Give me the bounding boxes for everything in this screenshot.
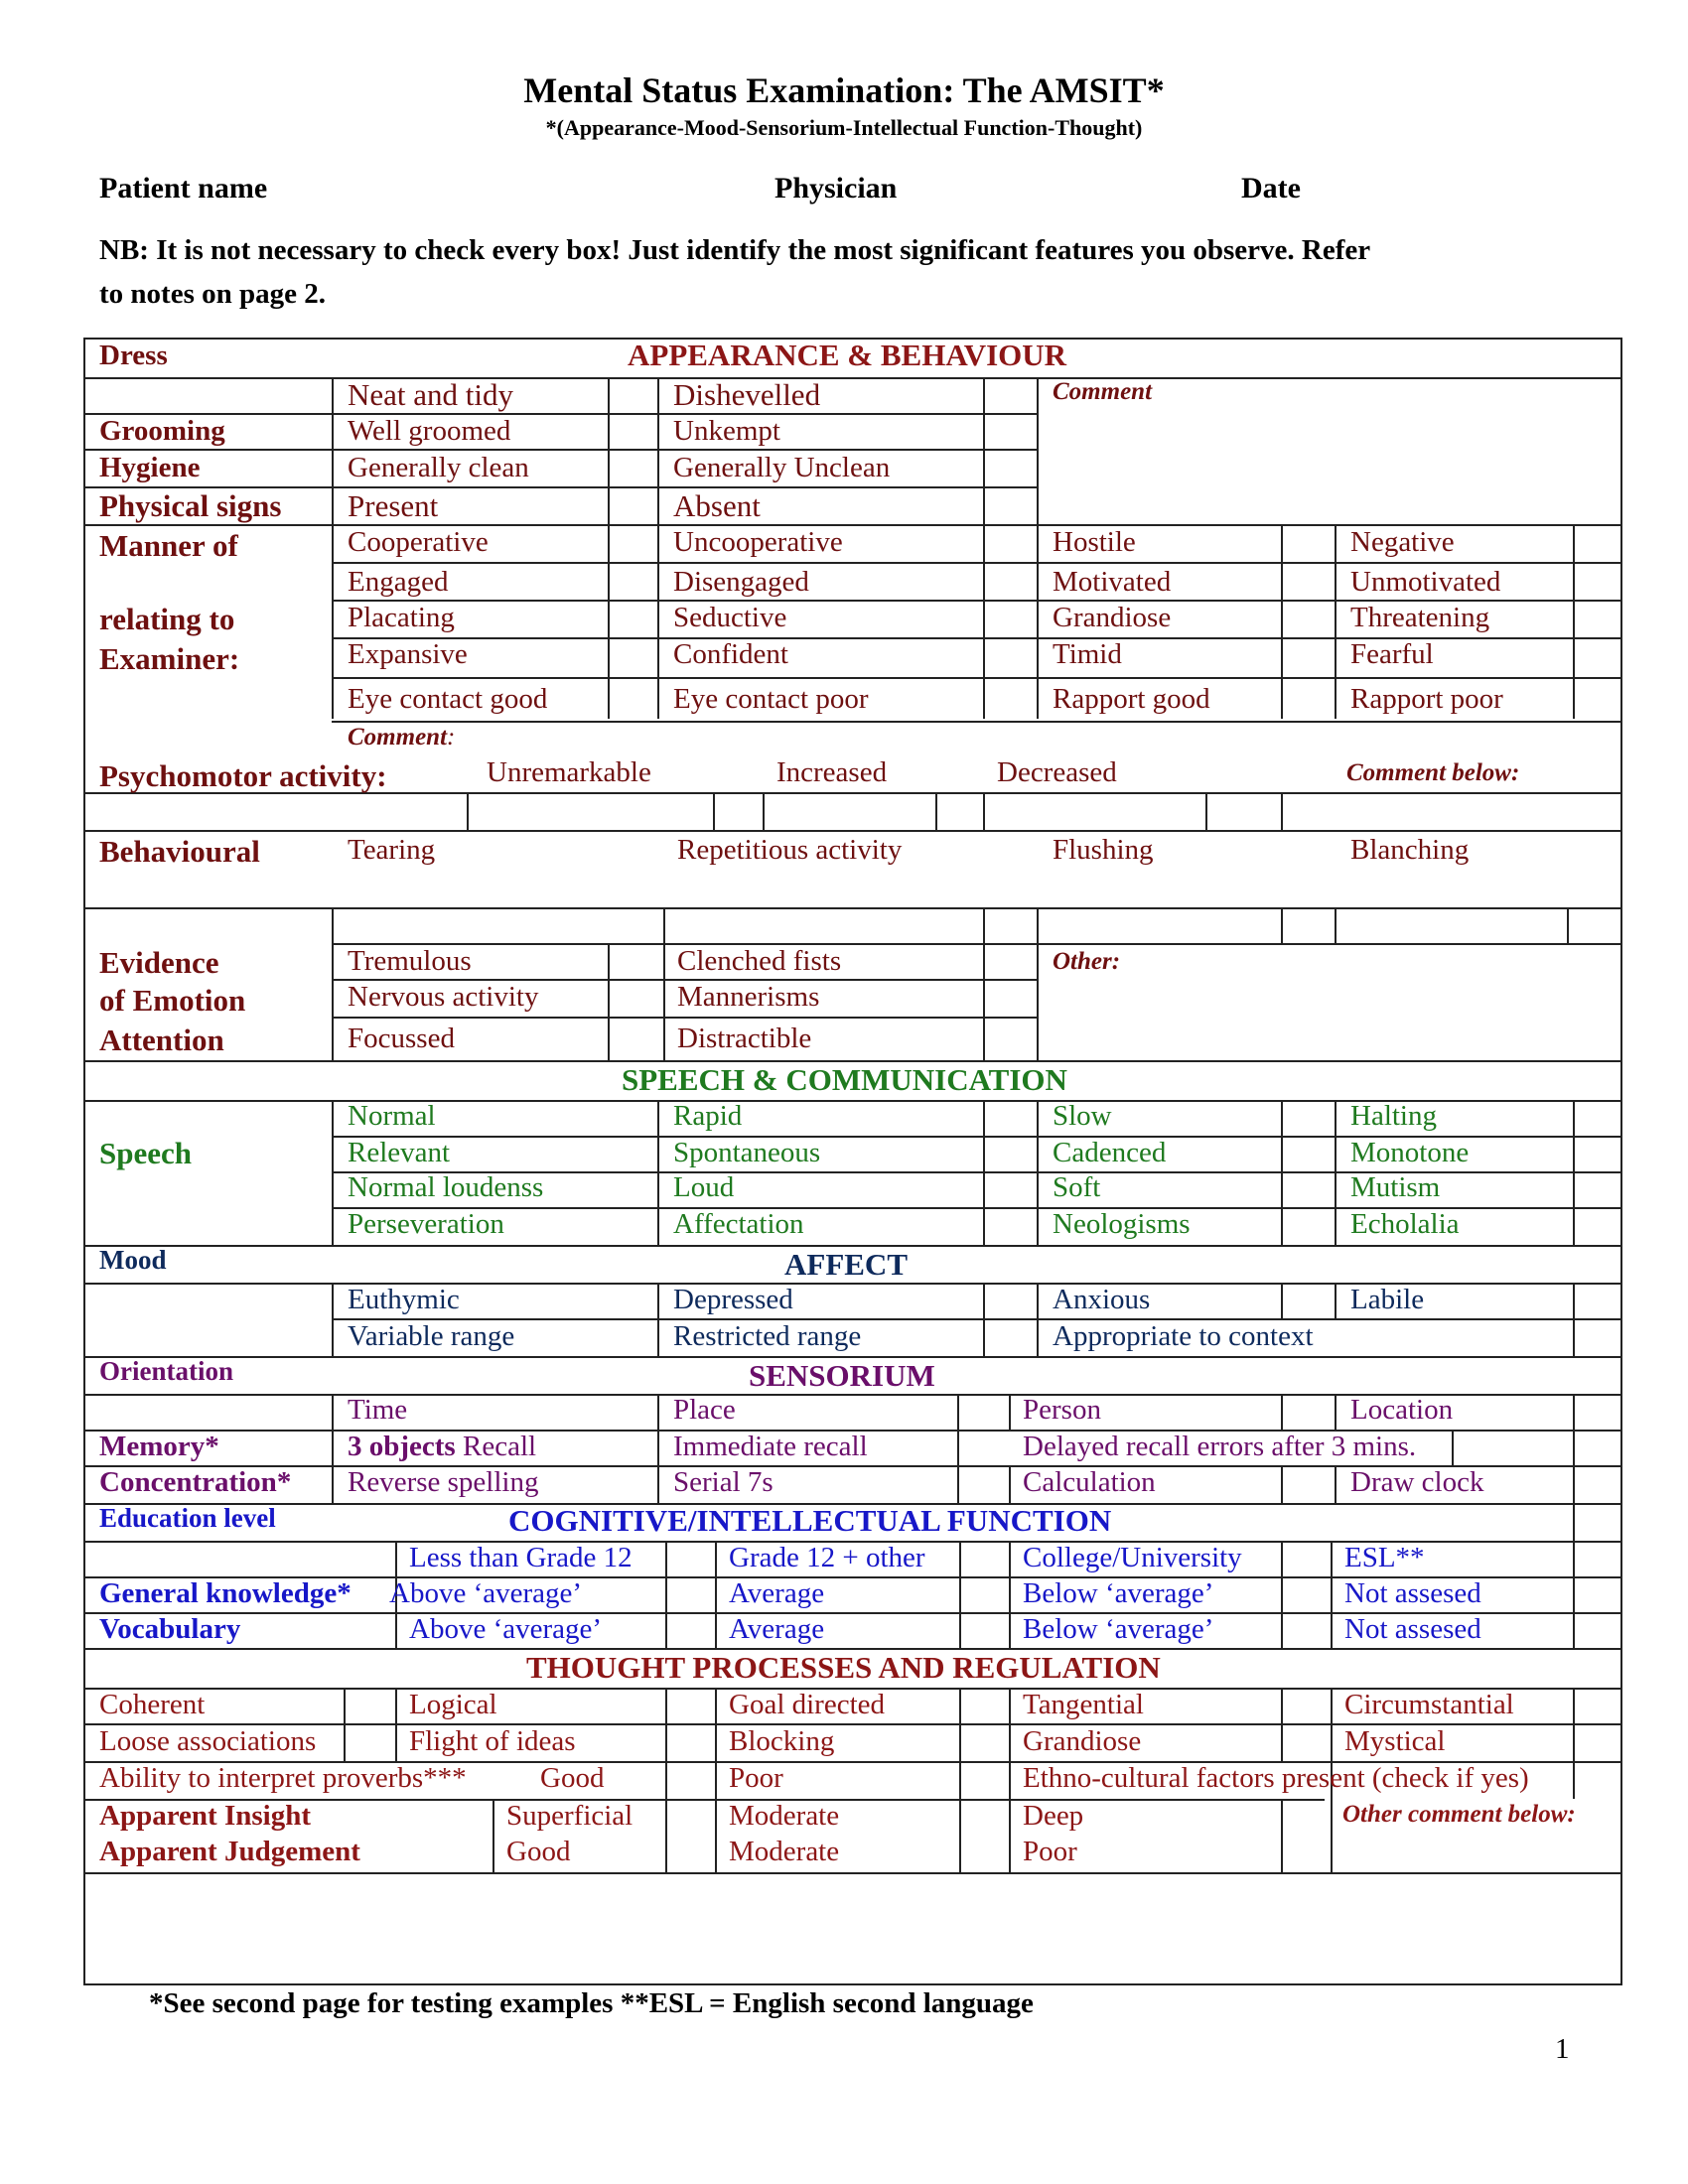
col-divider <box>1009 1394 1011 1430</box>
option-gk-average[interactable]: Average <box>729 1577 825 1609</box>
option-present[interactable]: Present <box>348 488 439 523</box>
col-divider <box>492 1799 494 1872</box>
col-divider <box>657 377 659 719</box>
col-divider <box>983 1283 985 1356</box>
col-divider <box>1335 907 1336 943</box>
option-insight-deep[interactable]: Deep <box>1023 1800 1084 1832</box>
option-delayed-recall[interactable]: Delayed recall errors after 3 mins. <box>1023 1431 1417 1462</box>
option-circumstantial[interactable]: Circumstantial <box>1344 1689 1514 1720</box>
option-increased[interactable]: Increased <box>776 756 888 788</box>
appearance-section-title: APPEARANCE & BEHAVIOUR <box>628 338 1067 372</box>
col-divider <box>1009 1541 1011 1648</box>
option-variable-range[interactable]: Variable range <box>348 1320 515 1352</box>
option-tremulous[interactable]: Tremulous <box>348 945 472 977</box>
option-college[interactable]: College/University <box>1023 1542 1242 1573</box>
option-appropriate[interactable]: Appropriate to context <box>1053 1320 1314 1352</box>
col-divider <box>983 1100 985 1245</box>
col-divider <box>1281 792 1283 830</box>
col-divider <box>332 907 334 1060</box>
option-coherent[interactable]: Coherent <box>99 1689 206 1720</box>
option-repetitious[interactable]: Repetitious activity <box>677 834 903 866</box>
row-divider <box>332 677 1622 679</box>
speech-label: Speech <box>99 1136 192 1170</box>
col-divider <box>344 1688 346 1761</box>
option-depressed[interactable]: Depressed <box>673 1284 793 1315</box>
col-divider <box>657 1394 659 1503</box>
option-eye-contact-poor[interactable]: Eye contact poor <box>673 683 869 715</box>
option-spontaneous[interactable]: Spontaneous <box>673 1137 821 1168</box>
col-divider <box>713 792 715 830</box>
option-mannerisms[interactable]: Mannerisms <box>677 981 820 1013</box>
col-divider <box>663 907 665 1060</box>
judgement-label: Apparent Judgement <box>99 1836 360 1867</box>
option-judgement-poor[interactable]: Poor <box>1023 1836 1077 1867</box>
col-divider <box>1281 1688 1283 1761</box>
col-divider <box>1331 1541 1333 1648</box>
row-divider <box>83 377 1622 379</box>
option-distractible[interactable]: Distractible <box>677 1023 812 1054</box>
option-absent[interactable]: Absent <box>673 488 761 523</box>
col-divider <box>1281 1541 1283 1648</box>
footer-note: *See second page for testing examples **ESL = English second language <box>149 1987 1034 2019</box>
relating-label: relating to <box>99 602 235 636</box>
general-knowledge-label: General knowledge* <box>99 1577 352 1609</box>
option-draw-clock[interactable]: Draw clock <box>1350 1466 1484 1498</box>
option-engaged[interactable]: Engaged <box>348 566 449 598</box>
col-divider <box>1573 1100 1575 1245</box>
option-loud[interactable]: Loud <box>673 1171 735 1203</box>
page-title: Mental Status Examination: The AMSIT* <box>523 70 1165 110</box>
attention-label: Attention <box>99 1023 224 1057</box>
option-eye-contact-good[interactable]: Eye contact good <box>348 683 548 715</box>
option-immediate-recall[interactable]: Immediate recall <box>673 1431 868 1462</box>
other-comment-below-label: Other comment below: <box>1342 1801 1576 1828</box>
col-divider <box>1037 377 1039 719</box>
option-slow[interactable]: Slow <box>1053 1100 1112 1132</box>
col-divider <box>1573 1503 1575 1541</box>
col-divider <box>935 792 937 830</box>
option-decreased[interactable]: Decreased <box>997 756 1117 788</box>
option-relevant[interactable]: Relevant <box>348 1137 451 1168</box>
option-normal[interactable]: Normal <box>348 1100 436 1132</box>
option-vocab-average[interactable]: Average <box>729 1613 825 1645</box>
option-gk-not-assessed[interactable]: Not assesed <box>1344 1577 1481 1609</box>
instruction-note-line2: to notes on page 2. <box>99 278 326 310</box>
option-blocking[interactable]: Blocking <box>729 1725 835 1757</box>
option-proverbs-good[interactable]: Good <box>540 1762 605 1794</box>
page-subtitle: *(Appearance-Mood-Sensorium-Intellectual Function-Thought) <box>545 115 1143 140</box>
memory-label: Memory* <box>99 1431 219 1462</box>
col-divider <box>1452 1430 1454 1465</box>
orientation-label: Orientation <box>99 1356 233 1386</box>
three-objects-text: 3 objects <box>348 1431 456 1462</box>
option-esl[interactable]: ESL** <box>1344 1542 1425 1573</box>
row-divider <box>83 907 1622 909</box>
option-grade-12-other[interactable]: Grade 12 + other <box>729 1542 925 1573</box>
option-threatening[interactable]: Threatening <box>1350 602 1490 633</box>
option-gk-above-average[interactable]: Above ‘average’ <box>389 1577 583 1609</box>
option-vocab-above-average[interactable]: Above ‘average’ <box>409 1613 603 1645</box>
col-divider <box>1335 1100 1336 1245</box>
option-unremarkable[interactable]: Unremarkable <box>487 756 651 788</box>
row-divider <box>332 1318 1622 1320</box>
option-tearing[interactable]: Tearing <box>348 834 436 866</box>
cognitive-section-title: COGNITIVE/INTELLECTUAL FUNCTION <box>508 1503 1112 1538</box>
option-halting[interactable]: Halting <box>1350 1100 1437 1132</box>
comment-label: Comment <box>1053 378 1153 405</box>
option-loose-associations[interactable]: Loose associations <box>99 1725 317 1757</box>
col-divider <box>1281 1394 1283 1430</box>
page-number: 1 <box>1555 2033 1570 2065</box>
col-divider <box>959 1799 961 1872</box>
recall-text: Recall <box>455 1431 537 1462</box>
row-divider <box>83 830 1622 832</box>
col-divider <box>715 1688 717 1872</box>
proverbs-label: Ability to interpret proverbs*** <box>99 1762 467 1794</box>
option-3-objects-recall[interactable] <box>348 1433 536 1461</box>
col-divider <box>1567 907 1569 943</box>
row-divider <box>332 1017 1037 1019</box>
option-goal-directed[interactable]: Goal directed <box>729 1689 886 1720</box>
comment-label-2-text: Comment <box>348 724 448 751</box>
option-expansive[interactable]: Expansive <box>348 638 468 670</box>
col-divider <box>1281 907 1283 943</box>
col-divider <box>983 792 985 830</box>
col-divider <box>1205 792 1207 830</box>
option-insight-superficial[interactable]: Superficial <box>506 1800 633 1832</box>
col-divider <box>1281 1799 1283 1872</box>
affect-section-title: AFFECT <box>784 1247 908 1282</box>
col-divider <box>1335 1465 1336 1503</box>
option-nervous-activity[interactable]: Nervous activity <box>348 981 539 1013</box>
option-confident[interactable]: Confident <box>673 638 788 670</box>
option-blanching[interactable]: Blanching <box>1350 834 1470 866</box>
option-flight-of-ideas[interactable]: Flight of ideas <box>409 1725 576 1757</box>
option-thought-grandiose[interactable]: Grandiose <box>1023 1725 1142 1757</box>
col-divider <box>332 377 334 719</box>
option-focussed[interactable]: Focussed <box>348 1023 455 1054</box>
col-divider <box>959 1688 961 1761</box>
option-dishevelled[interactable]: Dishevelled <box>673 377 821 412</box>
option-generally-clean[interactable]: Generally clean <box>348 452 529 483</box>
col-divider <box>1335 1394 1336 1430</box>
psychomotor-label: Psychomotor activity: <box>99 758 387 793</box>
option-unkempt[interactable]: Unkempt <box>673 415 780 447</box>
option-grandiose[interactable]: Grandiose <box>1053 602 1172 633</box>
grooming-label: Grooming <box>99 415 225 447</box>
row-divider <box>332 943 1622 945</box>
col-divider <box>763 792 765 830</box>
option-serial-7s[interactable]: Serial 7s <box>673 1466 774 1498</box>
col-divider <box>957 1394 959 1503</box>
option-rapport-poor[interactable]: Rapport poor <box>1350 683 1503 715</box>
col-divider <box>1009 1688 1011 1872</box>
option-fearful[interactable]: Fearful <box>1350 638 1434 670</box>
option-anxious[interactable]: Anxious <box>1053 1284 1151 1315</box>
option-time[interactable]: Time <box>348 1394 408 1426</box>
option-mutism[interactable]: Mutism <box>1350 1171 1441 1203</box>
col-divider <box>959 1541 961 1648</box>
col-divider <box>1573 1283 1575 1356</box>
option-mystical[interactable]: Mystical <box>1344 1725 1446 1757</box>
col-divider <box>608 377 610 719</box>
option-location[interactable]: Location <box>1350 1394 1454 1426</box>
physician-label: Physician <box>774 172 898 205</box>
speech-section-title: SPEECH & COMMUNICATION <box>622 1062 1067 1097</box>
hygiene-label: Hygiene <box>99 452 201 483</box>
option-disengaged[interactable]: Disengaged <box>673 566 809 598</box>
vocabulary-label: Vocabulary <box>99 1613 241 1645</box>
option-neat[interactable]: Neat and tidy <box>348 377 514 412</box>
option-negative[interactable]: Negative <box>1350 526 1455 558</box>
examiner-label: Examiner: <box>99 641 240 676</box>
col-divider <box>608 943 610 1060</box>
option-euthymic[interactable]: Euthymic <box>348 1284 460 1315</box>
option-vocab-below-average[interactable]: Below ‘average’ <box>1023 1613 1214 1645</box>
row-divider <box>332 562 1622 564</box>
col-divider <box>657 1283 659 1356</box>
col-divider <box>1573 1541 1575 1648</box>
col-divider <box>715 1541 717 1648</box>
col-divider <box>1281 1100 1283 1245</box>
insight-label: Apparent Insight <box>99 1800 311 1832</box>
option-placating[interactable]: Placating <box>348 602 455 633</box>
option-well-groomed[interactable]: Well groomed <box>348 415 511 447</box>
col-divider <box>332 1100 334 1245</box>
option-uncooperative[interactable]: Uncooperative <box>673 526 843 558</box>
option-reverse-spelling[interactable]: Reverse spelling <box>348 1466 539 1498</box>
instruction-note: NB: It is not necessary to check every box! Just identify the most significant features you observe. Refer <box>99 234 1371 266</box>
option-person[interactable]: Person <box>1023 1394 1101 1426</box>
col-divider <box>1335 524 1336 719</box>
col-divider <box>665 1688 667 1872</box>
option-cadenced[interactable]: Cadenced <box>1053 1137 1167 1168</box>
education-level-label: Education level <box>99 1503 276 1533</box>
col-divider <box>983 907 985 1060</box>
col-divider <box>657 1100 659 1245</box>
option-tangential[interactable]: Tangential <box>1023 1689 1144 1720</box>
row-divider <box>332 721 1622 723</box>
option-unmotivated[interactable]: Unmotivated <box>1350 566 1501 598</box>
physical-signs-label: Physical signs <box>99 488 282 523</box>
option-generally-unclean[interactable]: Generally Unclean <box>673 452 891 483</box>
col-divider <box>983 377 985 719</box>
col-divider <box>467 792 469 830</box>
option-perseveration[interactable]: Perseveration <box>348 1208 504 1240</box>
option-seductive[interactable]: Seductive <box>673 602 787 633</box>
col-divider <box>1281 1465 1283 1503</box>
option-labile[interactable]: Labile <box>1350 1284 1425 1315</box>
col-divider <box>1037 1283 1039 1356</box>
option-echolalia[interactable]: Echolalia <box>1350 1208 1460 1240</box>
col-divider <box>1573 1688 1575 1799</box>
of-emotion-label: of Emotion <box>99 983 246 1018</box>
option-restricted-range[interactable]: Restricted range <box>673 1320 862 1352</box>
mood-label: Mood <box>99 1245 167 1275</box>
option-clenched-fists[interactable]: Clenched fists <box>677 945 842 977</box>
concentration-label: Concentration* <box>99 1466 292 1498</box>
row-divider <box>83 449 1037 451</box>
col-divider <box>395 1688 397 1761</box>
behavioural-label: Behavioural <box>99 834 260 869</box>
col-divider <box>1281 1283 1283 1318</box>
option-place[interactable]: Place <box>673 1394 736 1426</box>
col-divider <box>1009 1465 1011 1503</box>
col-divider <box>1335 1283 1336 1318</box>
other-label: Other: <box>1053 948 1121 975</box>
option-judgement-moderate[interactable]: Moderate <box>729 1836 840 1867</box>
comment-below-label: Comment below: <box>1346 759 1520 786</box>
col-divider <box>959 1761 961 1799</box>
sensorium-section-title: SENSORIUM <box>749 1358 935 1393</box>
comment-area[interactable] <box>85 1874 1620 1983</box>
option-hostile[interactable]: Hostile <box>1053 526 1136 558</box>
evidence-label: Evidence <box>99 945 219 980</box>
col-divider <box>332 1394 334 1503</box>
col-divider <box>1037 907 1039 1060</box>
manner-label: Manner of <box>99 528 238 563</box>
option-logical[interactable]: Logical <box>409 1689 497 1720</box>
option-calculation[interactable]: Calculation <box>1023 1466 1156 1498</box>
thought-section-title: THOUGHT PROCESSES AND REGULATION <box>526 1650 1161 1685</box>
option-motivated[interactable]: Motivated <box>1053 566 1172 598</box>
option-vocab-not-assessed[interactable]: Not assesed <box>1344 1613 1481 1645</box>
col-divider <box>332 1283 334 1356</box>
option-rapport-good[interactable]: Rapport good <box>1053 683 1210 715</box>
date-label: Date <box>1241 172 1301 205</box>
option-proverbs-poor[interactable]: Poor <box>729 1762 783 1794</box>
col-divider <box>1281 524 1283 719</box>
col-divider <box>665 1541 667 1648</box>
dress-label: Dress <box>99 340 168 371</box>
patient-name-label: Patient name <box>99 172 268 205</box>
option-insight-moderate[interactable]: Moderate <box>729 1800 840 1832</box>
option-cooperative[interactable]: Cooperative <box>348 526 489 558</box>
col-divider <box>1573 1394 1575 1503</box>
option-rapid[interactable]: Rapid <box>673 1100 743 1132</box>
option-affectation[interactable]: Affectation <box>673 1208 804 1240</box>
row-divider <box>83 413 1037 415</box>
option-less-than-grade-12[interactable]: Less than Grade 12 <box>409 1542 633 1573</box>
comment-label-2-colon: : <box>447 724 456 751</box>
option-timid[interactable]: Timid <box>1053 638 1122 670</box>
option-flushing[interactable]: Flushing <box>1053 834 1154 866</box>
col-divider <box>1573 524 1575 719</box>
col-divider <box>1037 1100 1039 1245</box>
option-judgement-good[interactable]: Good <box>506 1836 571 1867</box>
option-monotone[interactable]: Monotone <box>1350 1137 1470 1168</box>
option-ethno-cultural[interactable]: Ethno-cultural factors present (check if yes) <box>1023 1762 1529 1794</box>
comment-label-2 <box>348 725 455 750</box>
option-normal-loudness[interactable]: Normal loudenss <box>348 1171 544 1203</box>
option-soft[interactable]: Soft <box>1053 1171 1101 1203</box>
option-neologisms[interactable]: Neologisms <box>1053 1208 1191 1240</box>
option-gk-below-average[interactable]: Below ‘average’ <box>1023 1577 1214 1609</box>
